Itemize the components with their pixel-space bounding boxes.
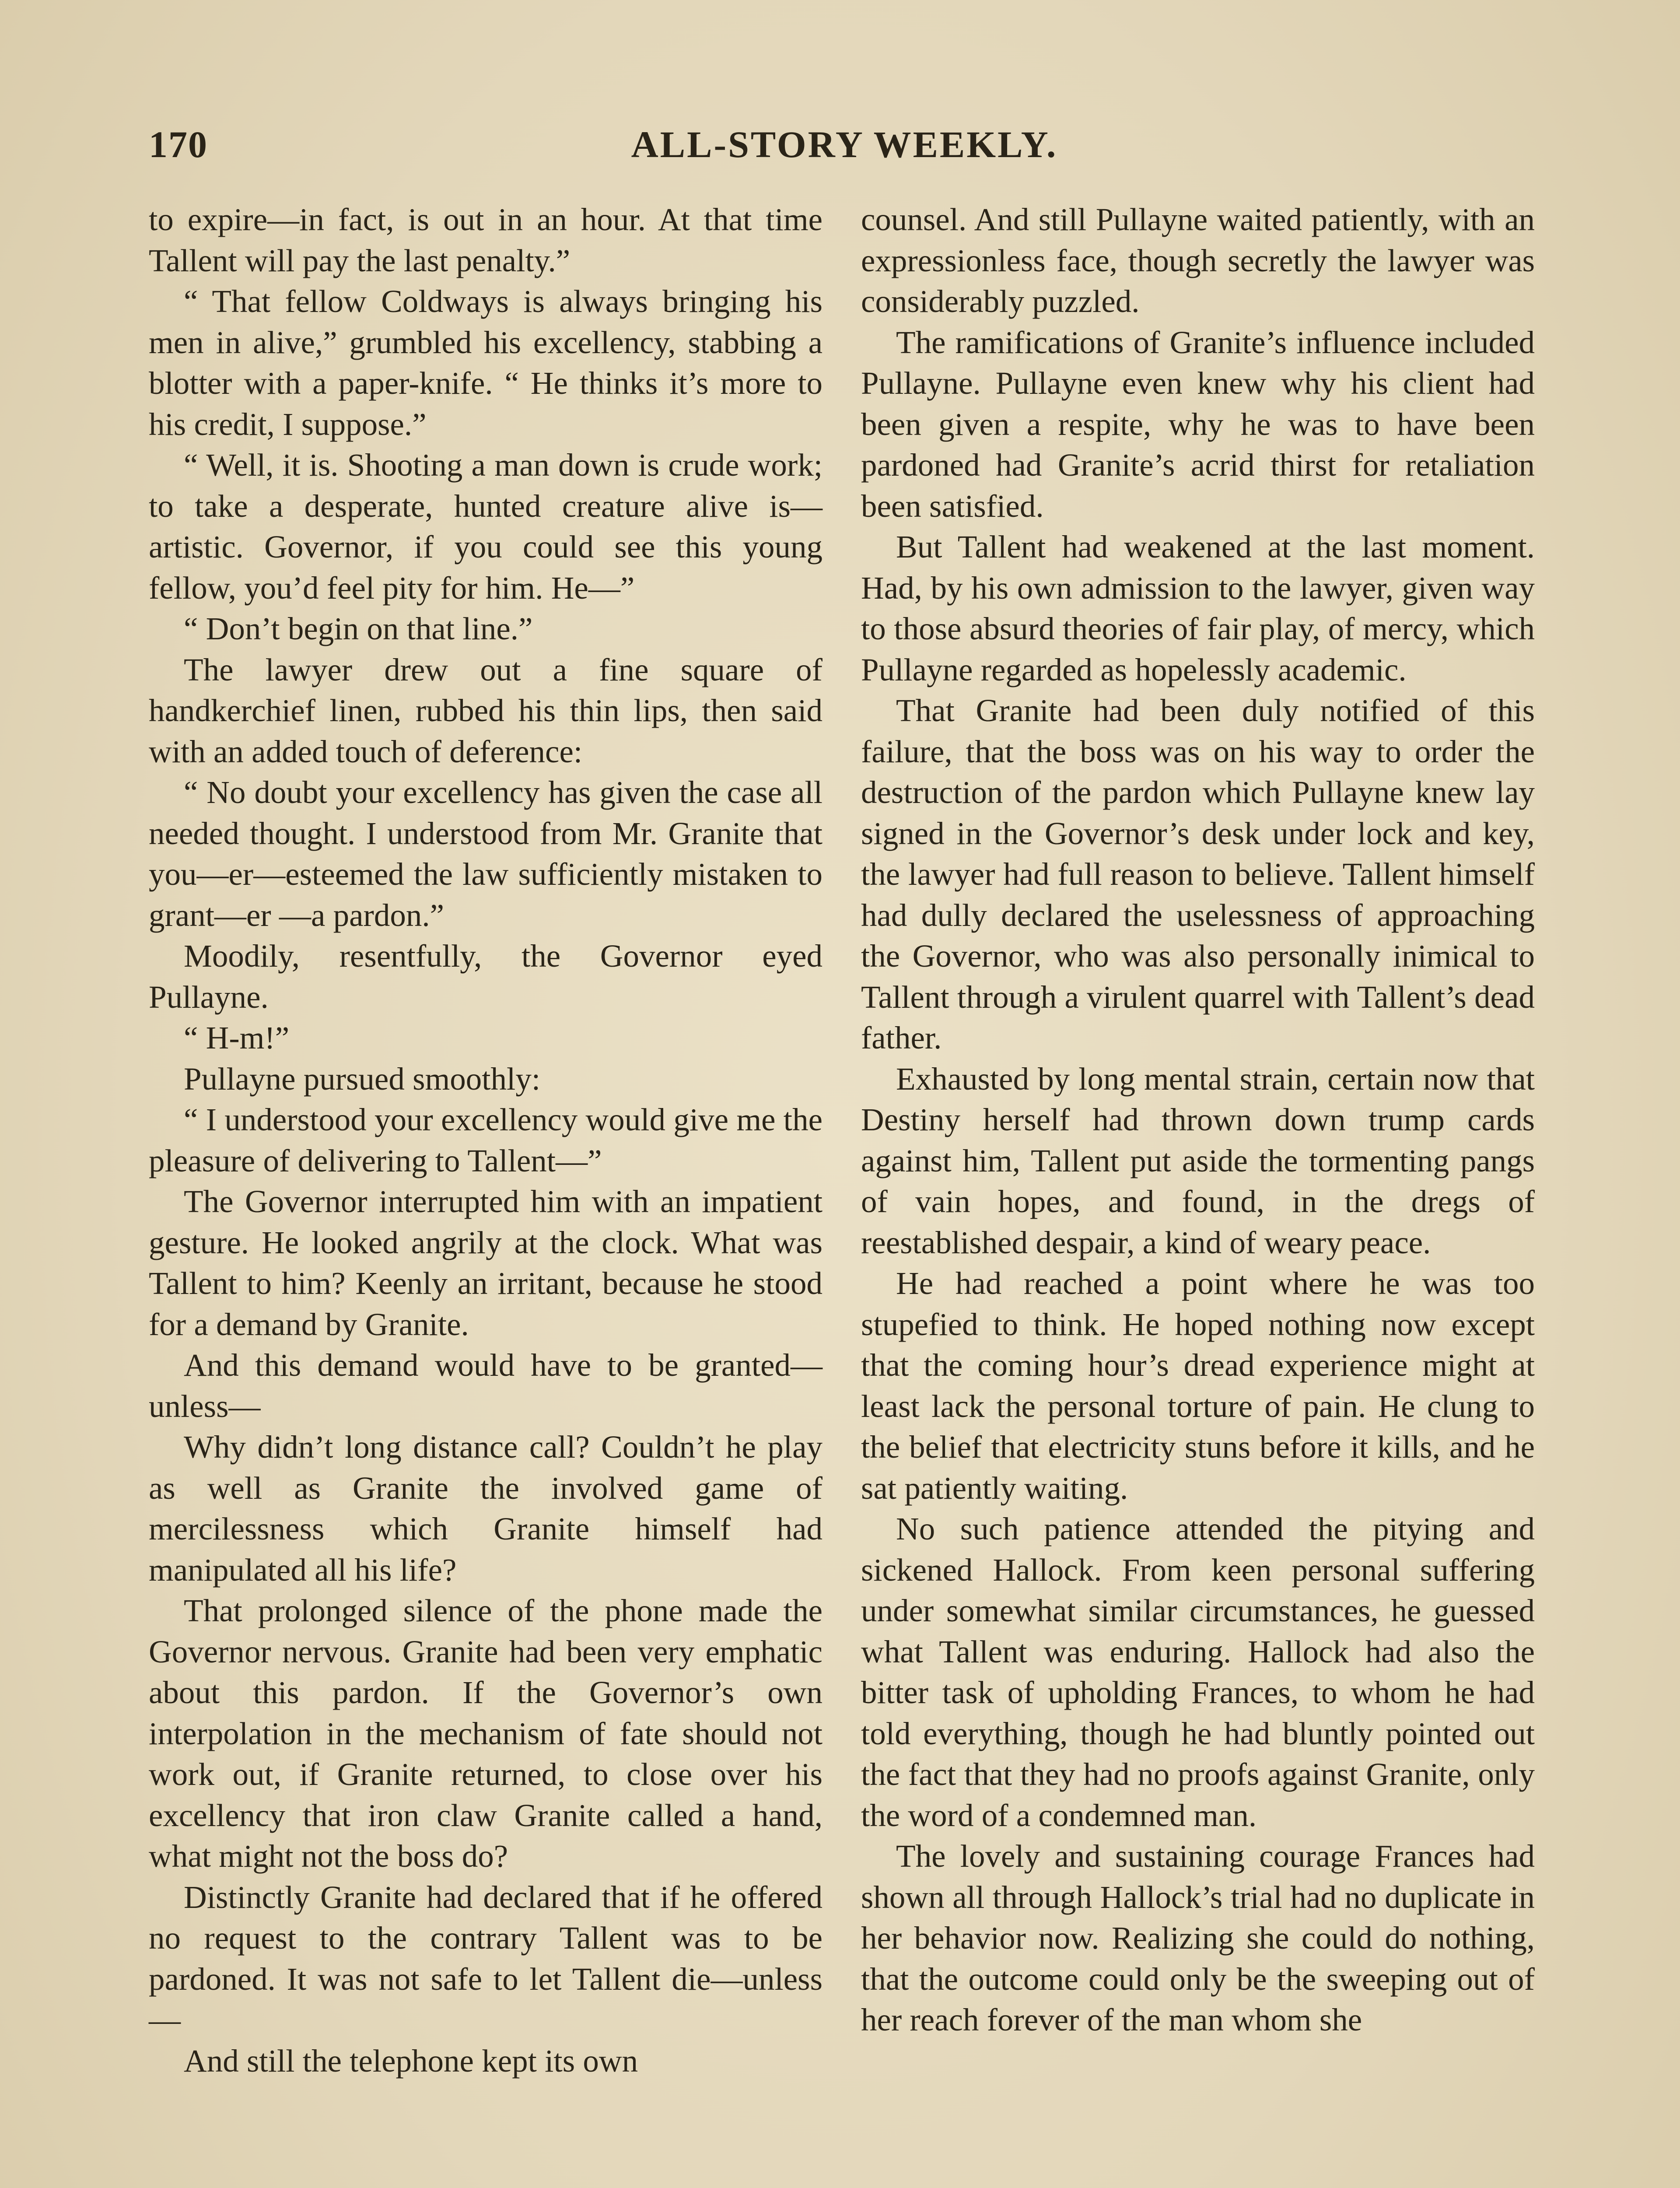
paragraph: Moodily, resentfully, the Governor eyed Pullayne. bbox=[149, 938, 822, 1015]
paragraph: He had reached a point where he was too stupefied to think. He hoped nothing now except that the coming hour’s dread experience might at least lack the personal torture of pain. He clung to the belief that electricity stuns before it kills, and he sat patiently waiting. bbox=[861, 1266, 1535, 1506]
paragraph: No such patience attended the pitying and sickened Hallock. From keen personal suffering under somewhat similar circumstances, he guessed what Tallent was enduring. Hallock had also the bitter task of upholding Frances, to whom he had told everything, though he had bluntly pointed out the fact that they had no proofs against Granite, only the word of a condemned man. bbox=[861, 1511, 1535, 1833]
paragraph: Distinctly Granite had declared that if he offered no request to the contrary Tallent was to be pardoned. It was not safe to let Tallent die—unless— bbox=[149, 1879, 822, 2037]
paragraph: But Tallent had weakened at the last moment. Had, by his own admission to the lawyer, given way to those absurd theories of fair play, of mercy, which Pullayne regarded as hopelessly academic. bbox=[861, 529, 1535, 687]
paragraph: And this demand would have to be granted—unless— bbox=[149, 1347, 822, 1424]
paragraph: The ramifications of Granite’s influence included Pullayne. Pullayne even knew why his client had been given a respite, why he was to have been pardoned had Granite’s acrid thirst for retaliation been satisfied. bbox=[861, 324, 1535, 524]
page-number: 170 bbox=[149, 123, 208, 165]
paragraph: Pullayne pursued smoothly: bbox=[184, 1061, 541, 1097]
page-header bbox=[149, 123, 1540, 179]
paragraph: The lawyer drew out a fine square of handkerchief linen, rubbed his thin lips, then said with an added touch of deference: bbox=[149, 652, 822, 769]
paragraph: The lovely and sustaining courage Frances had shown all through Hallock’s trial had no duplicate in her behavior now. Realizing she could do nothing, that the outcome could only be the sweeping out of her reach forever of the man whom she bbox=[861, 1838, 1535, 2037]
paragraph: to expire—in fact, is out in an hour. At that time Tallent will pay the last penalty.” bbox=[149, 202, 822, 278]
paragraph: “ No doubt your excellency has given the case all needed thought. I understood from Mr. Granite that you—er—esteemed the law sufficiently mistaken to grant—er —a pardon.” bbox=[149, 775, 822, 933]
paragraph: That prolonged silence of the phone made the Governor nervous. Granite had been very emphatic about this pardon. If the Governor’s own interpolation in the mechanism of fate should not work out, if Granite returned, to close over his excellency that iron claw Granite called a hand, what might not the boss do? bbox=[149, 1593, 822, 1874]
right-column bbox=[861, 199, 1535, 2041]
paragraph: Why didn’t long distance call? Couldn’t he play as well as Granite the involved game of mercilessness which Granite himself had manipulated all his life? bbox=[149, 1429, 822, 1588]
paragraph: “ H-m!” bbox=[184, 1020, 290, 1055]
paragraph: counsel. And still Pullayne waited patiently, with an expressionless face, though secretly the lawyer was considerably puzzled. bbox=[861, 202, 1535, 319]
paragraph: “ Don’t begin on that line.” bbox=[184, 611, 533, 646]
paragraph: Exhausted by long mental strain, certain now that Destiny herself had thrown down trump cards against him, Tallent put aside the tormenting pangs of vain hopes, and found, in the dregs of reestablished despair, a kind of weary peace. bbox=[861, 1061, 1535, 1260]
running-head: ALL-STORY WEEKLY. bbox=[631, 123, 1058, 165]
left-column bbox=[149, 199, 822, 2081]
paragraph: “ I understood your excellency would give me the pleasure of delivering to Tallent—” bbox=[149, 1102, 822, 1178]
paragraph: And still the telephone kept its own bbox=[184, 2043, 638, 2079]
paragraph: “ That fellow Coldways is always bringing his men in alive,” grumbled his excellency, stabbing a blotter with a paper-knife. “ He thinks it’s more to his credit, I suppose.” bbox=[149, 284, 822, 442]
paragraph: “ Well, it is. Shooting a man down is crude work; to take a desperate, hunted creature alive is—artistic. Governor, if you could see this young fellow, you’d feel pity for him. He—” bbox=[149, 447, 822, 606]
paragraph: That Granite had been duly notified of this failure, that the boss was on his way to order the destruction of the pardon which Pullayne knew lay signed in the Governor’s desk under lock and key, the lawyer had full reason to believe. Tallent himself had dully declared the uselessness of approaching the Governor, who was also personally inimical to Tallent through a virulent quarrel with Tallent’s dead father. bbox=[861, 693, 1535, 1055]
paragraph: The Governor interrupted him with an impatient gesture. He looked angrily at the clock. What was Tallent to him? Keenly an irritant, because he stood for a demand by Granite. bbox=[149, 1184, 822, 1342]
